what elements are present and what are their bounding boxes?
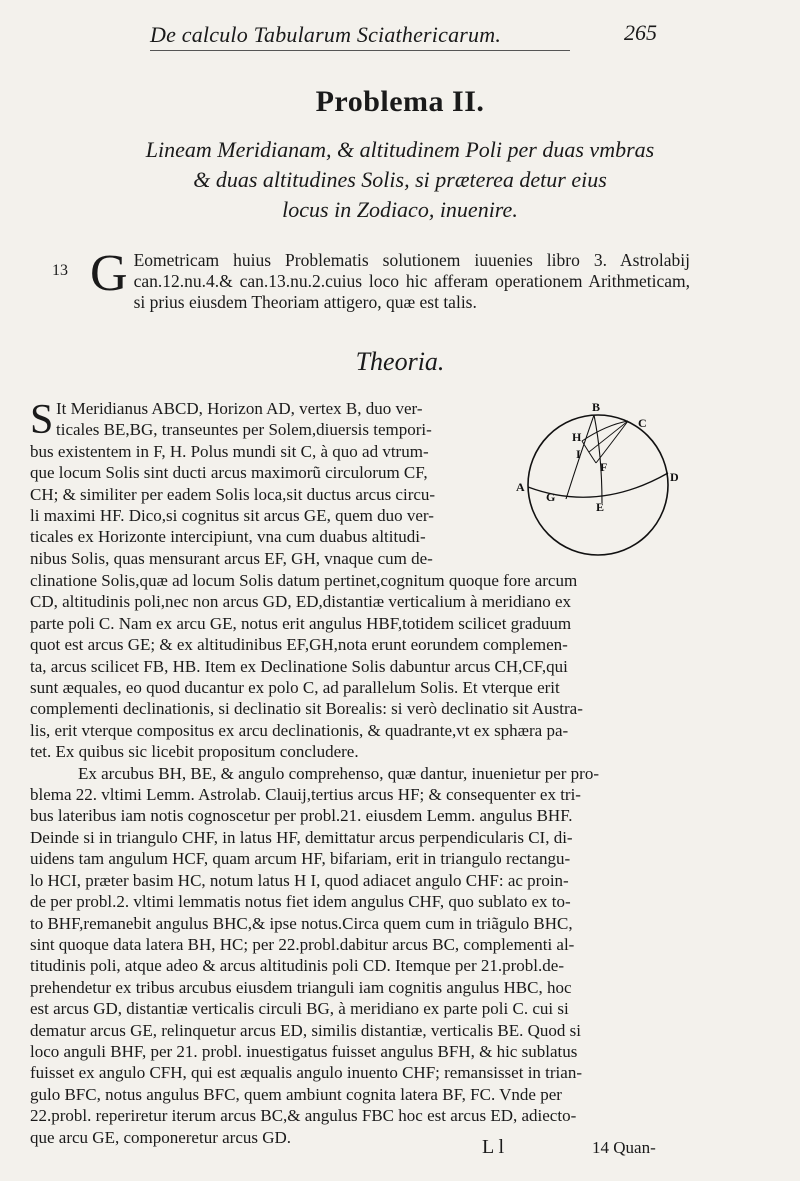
theoria-text (30, 398, 520, 569)
text-line: de per probl.2. vltimi lemmatis notus fiet idem angulus CHF, quo sublato ex to- (30, 892, 571, 912)
text-line: CD, altitudinis poli,nec non arcus GD, ED,distantiæ verticalium à meridiano ex (30, 592, 572, 612)
running-title: De calculo Tabularum Sciathericarum. (150, 22, 570, 51)
text-line: fuisset ex angulo CFH, qui est æqualis angulo inuento CHF; remansisset in trian- (30, 1063, 582, 1083)
text-line: Deinde si in triangulo CHF, in latus HF, demittatur arcus perpendicularis CI, di- (30, 827, 573, 847)
problem-title: Problema II. (315, 85, 485, 118)
margin-number: 13 (52, 262, 68, 279)
text-line: Ex arcubus BH, BE, & angulo comprehenso, quæ dantur, inuenietur per pro- (78, 763, 600, 783)
text-line: 22.probl. reperiretur iterum arcus BC,& angulus FBC hoc est arcus ED, adiecto- (30, 1106, 577, 1126)
text-line: nibus Solis, quas mensurant arcus EF, GH, vnaque cum de- (30, 548, 433, 568)
figure-label: F (600, 460, 608, 474)
text-line: quot est arcus GE; & ex altitudinibus EF,GH,nota erunt eorundem complemen- (30, 635, 568, 655)
text-line: to BHF,remanebit angulus BHC,& ipse notus.Circa quem cum in triãgulo BHC, (30, 913, 573, 933)
text-line: It Meridianus ABCD, Horizon AD, vertex B, duo ver- (56, 399, 423, 418)
text-line: uidens tam angulum HCF, quam arcum HF, bifariam, erit in triangulo rectangu- (30, 849, 571, 869)
text-line: ta, arcus scilicet FB, HB. Item ex Declinatione Solis dabuntur arcus CH,CF,qui (30, 656, 568, 676)
statement-line: & duas altitudines Solis, si præterea detur eius (193, 167, 607, 192)
section-title: Theoria. (355, 347, 445, 376)
statement-line: Lineam Meridianam, & altitudinem Poli per duas vmbras (145, 137, 655, 162)
text-line: gulo BFC, notus angulus BFC, quem ambiunt cognita latera BF, FC. Vnde per (30, 1084, 562, 1104)
text-line: CH; & similiter per eadem Solis loca,sit ductus arcus circu- (30, 484, 436, 504)
text-line: complementi declinationis, si declinatio sit Borealis: si verò declinatio sit Austra- (30, 699, 583, 719)
catchword: 14 Quan- (592, 1138, 656, 1157)
figure-label: G (546, 490, 556, 504)
figure-label: I (576, 447, 581, 461)
theoria-continued (30, 570, 678, 1148)
signature-mark: L l (482, 1136, 505, 1158)
vertical-be (594, 415, 602, 503)
text-line: ticales ex Horizonte intercipiunt, vna cum duabus altitudi- (30, 527, 426, 547)
problem-statement (30, 135, 770, 225)
text-line: sunt æquales, eo quod ducantur ex polo C, ad parallelum Solis. Et vterque erit (30, 678, 560, 698)
statement-line: locus in Zodiaco, inuenire. (282, 197, 518, 222)
figure-label: H (572, 430, 582, 444)
text-line: blema 22. vltimi Lemm. Astrolab. Clauij,tertius arcus HF; & consequenter ex tri- (30, 785, 581, 805)
arc-cf (596, 421, 628, 463)
text-line: bus existentem in F, H. Polus mundi sit C, à quo ad vtrum- (30, 441, 429, 461)
text-line: clinatione Solis,quæ ad locum Solis datum pertinet,cognitum quoque fore arcum (30, 571, 578, 590)
figure-label: A (516, 480, 525, 494)
text-line: est arcus GD, distantiæ verticalis circuli BG, à meridiano ex parte poli C. cui si (30, 999, 569, 1019)
text-line: loco anguli BHF, per 21. probl. inuestigatus fuisset angulus BFH, & hic sublatus (30, 1041, 578, 1061)
drop-cap: G (90, 245, 128, 302)
figure-label: D (670, 470, 679, 484)
drop-cap: S (30, 397, 54, 443)
text-line: prehendetur ex tribus arcubus eiusdem trianguli iam cognitis angulus HBC, hoc (30, 977, 572, 997)
text-line: lis, erit vterque compositus ex arcu declinationis, & quadrante,vt ex sphæra pa- (30, 720, 569, 740)
text-line: ticales BE,BG, transeuntes per Solem,diuersis tempori- (56, 420, 432, 440)
page-number: 265 (624, 20, 657, 45)
text-line: li maximi HF. Dico,si cognitus sit arcus GE, quem duo ver- (30, 506, 434, 526)
intro-paragraph (90, 245, 690, 313)
text-line: sint quoque data latera BH, HC; per 22.probl.dabitur arcus BC, complementi al- (30, 934, 575, 954)
text-line: que arcu GE, componeretur arcus GD. (30, 1127, 292, 1147)
intro-text: Eometricam huius Problematis solutionem iuuenies libro 3. Astrolabij can.12.nu.4.& can.13.nu.2.cuius loco hic afferam operationem Arithmeticam, si prius eiusdem Theoriam attigero, quæ est talis. (133, 250, 690, 312)
text-line: lo HCI, præter basim HC, notum latus H I, quod adiacet angulo CHF: ac proin- (30, 870, 569, 890)
figure-label: E (596, 500, 605, 514)
text-line: bus lateribus iam notis cognoscetur per probl.21. eiusdem Lemm. angulus BHF. (30, 806, 573, 826)
text-line: parte poli C. Nam ex arcu GE, notus erit angulus HBF,totidem scilicet graduum (30, 613, 572, 633)
text-line: tet. Ex quibus sic licebit propositum concludere. (30, 742, 359, 762)
figure-label: B (592, 400, 601, 414)
figure-label: C (638, 416, 647, 430)
text-line: dematur arcus GE, relinquetur arcus ED, similis distantiæ, verticalis BE. Quod si (30, 1020, 581, 1040)
sphere-diagram (510, 395, 685, 565)
text-line: que locum Solis sint ducti arcus maximorũ circulorum CF, (30, 463, 428, 483)
text-line: titudinis poli, atque adeo & arcus altitudinis poli CD. Itemque per 21.probl.de- (30, 956, 564, 976)
